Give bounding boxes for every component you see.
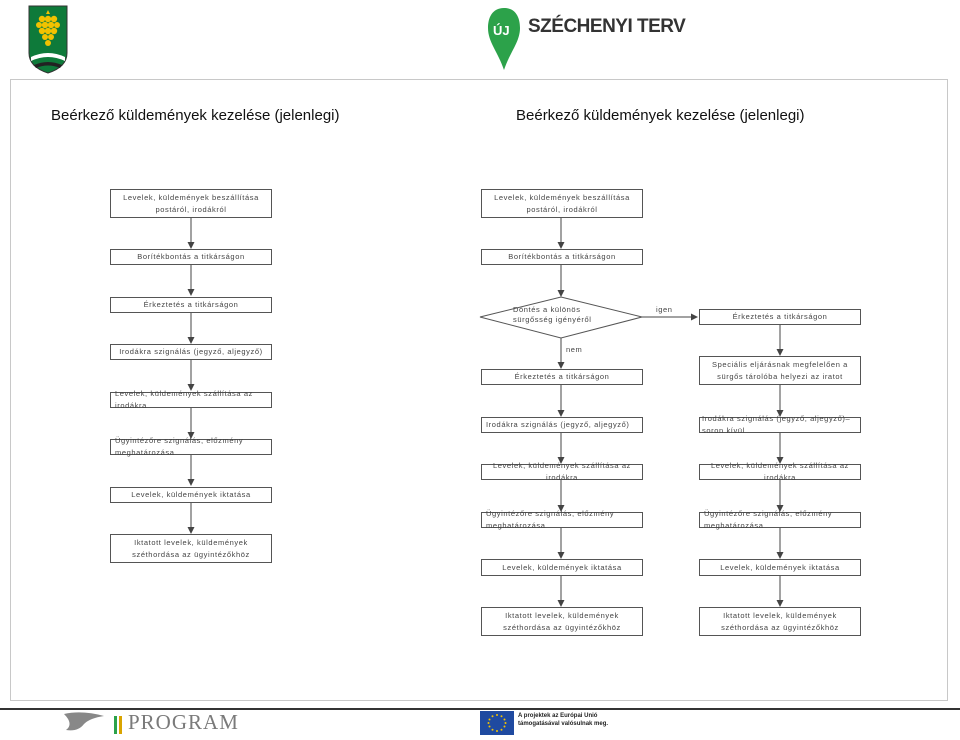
right-main-step-7: Levelek, küldemények iktatása bbox=[481, 559, 643, 576]
program-logo-icon bbox=[60, 710, 124, 736]
decision-text: Döntés a különös sürgősség igényéről bbox=[513, 305, 592, 324]
branch-step-6: Levelek, küldemények iktatása bbox=[699, 559, 861, 576]
right-main-step-6: Ügyintézőre szignálás, előzmény meghatározása bbox=[481, 512, 643, 528]
branch-step-5: Ügyintézőre szignálás, előzmény meghatározása bbox=[699, 512, 861, 528]
left-step-4: Irodákra szignálás (jegyző, aljegyző) bbox=[110, 344, 272, 360]
branch-step-7: Iktatott levelek, küldemények széthordása az ügyintézőkhöz bbox=[699, 607, 861, 636]
branch-step-3: Irodákra szignálás (jegyző, aljegyző)–soron kívül bbox=[699, 417, 861, 433]
right-main-step-4: Irodákra szignálás (jegyző, aljegyző) bbox=[481, 417, 643, 433]
left-step-2: Borítékbontás a titkárságon bbox=[110, 249, 272, 265]
right-main-step-1: Levelek, küldemények beszállítása postáról, irodákról bbox=[481, 189, 643, 218]
right-main-step-2: Borítékbontás a titkárságon bbox=[481, 249, 643, 265]
left-step-1: Levelek, küldemények beszállítása postáról, irodákról bbox=[110, 189, 272, 218]
branch-step-4: Levelek, küldemények szállítása az irodákra bbox=[699, 464, 861, 480]
left-diagram-title: Beérkező küldemények kezelése (jelenlegi) bbox=[51, 107, 340, 124]
no-label: nem bbox=[566, 345, 583, 354]
yes-label: igen bbox=[656, 305, 673, 314]
branch-step-1: Érkeztetés a titkárságon bbox=[699, 309, 861, 325]
left-step-5: Levelek, küldemények szállítása az irodákra bbox=[110, 392, 272, 408]
right-main-step-3: Érkeztetés a titkárságon bbox=[481, 369, 643, 385]
eu-support-text: A projektek az Európai Unió támogatásával valósulnak meg. bbox=[518, 713, 609, 727]
szechenyi-terv-logo-text: SZÉCHENYI TERV bbox=[528, 16, 686, 37]
left-step-3: Érkeztetés a titkárságon bbox=[110, 297, 272, 313]
szechenyi-badge-text: ÚJ bbox=[493, 23, 510, 38]
right-main-step-5: Levelek, küldemények szállítása az irodákra bbox=[481, 464, 643, 480]
branch-step-2: Speciális eljárásnak megfelelően a sürgős tárolóba helyezi az iratot bbox=[699, 356, 861, 385]
left-step-6: Ügyintézőre szignálás, előzmény meghatározása bbox=[110, 439, 272, 455]
eu-flag-icon bbox=[480, 711, 514, 735]
right-main-step-8: Iktatott levelek, küldemények széthordása az ügyintézőkhöz bbox=[481, 607, 643, 636]
left-step-8: Iktatott levelek, küldemények széthordása az ügyintézőkhöz bbox=[110, 534, 272, 563]
left-step-7: Levelek, küldemények iktatása bbox=[110, 487, 272, 503]
program-logo-text: PROGRAM bbox=[128, 710, 239, 734]
right-diagram-title: Beérkező küldemények kezelése (jelenlegi) bbox=[516, 107, 805, 124]
